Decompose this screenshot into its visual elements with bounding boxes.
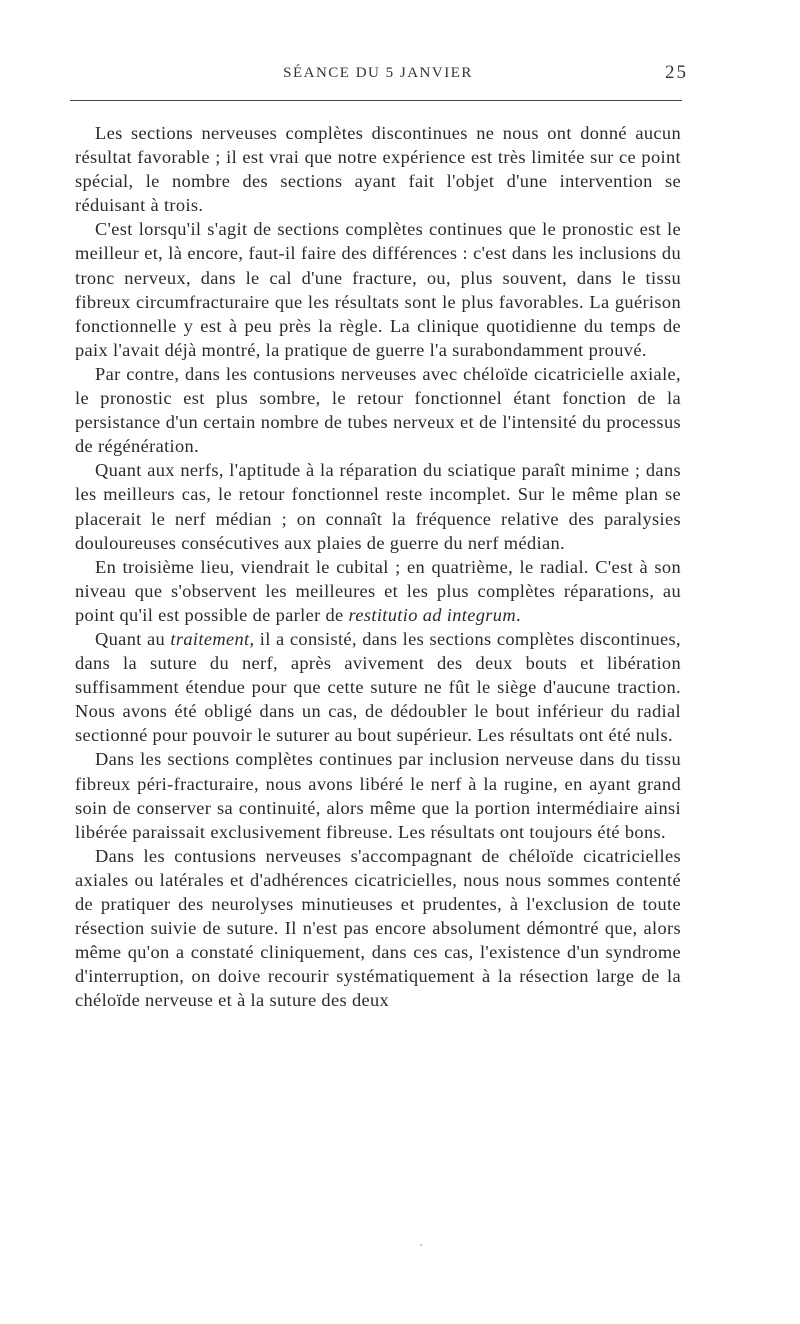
paragraph-4: Quant aux nerfs, l'aptitude à la réparation du sciatique paraît minime ; dans les meilleurs cas, le retour fonctionnel reste incomplet. Sur le même plan se placerait le nerf médian ; on connaît la fréquence relative des paralysies douloureuses consécutives aux plaies de guerre du nerf médian. bbox=[75, 460, 681, 553]
paragraph-1: Les sections nerveuses complètes discontinues ne nous ont donné aucun résultat favorable ; il est vrai que notre expérience est très limitée sur ce point spécial, le nombre des sections ayant fait l'objet d'une intervention se réduisant à trois. bbox=[75, 123, 681, 216]
paragraph-6 bbox=[75, 627, 681, 747]
paragraph-5-italic: restitutio ad integrum bbox=[348, 604, 516, 625]
page-number: 25 bbox=[665, 62, 688, 83]
paragraph-3: Par contre, dans les contusions nerveuses avec chéloïde cicatricielle axiale, le pronostic est plus sombre, le retour fonctionnel étant fonction de la persistance d'un certain nombre de tubes nerveux et de l'intensité du processus de régénération. bbox=[75, 363, 681, 457]
body-text bbox=[75, 121, 681, 1012]
paragraph-6-italic: traitement bbox=[170, 628, 250, 649]
running-head bbox=[68, 62, 688, 86]
paragraph-5-start: En troisième lieu, viendrait le cubital ; en quatrième, le radial. C'est à son niveau que s'observent les meilleures et les plus complètes réparations, au point qu'il est possible de parler de bbox=[75, 556, 681, 625]
paragraph-5 bbox=[75, 555, 681, 627]
header-rule bbox=[70, 100, 682, 101]
paragraph-6-start: Quant au bbox=[95, 628, 171, 649]
paragraph-6-end: , il a consisté, dans les sections complètes discontinues, dans la suture du nerf, après avivement des deux bouts et libération suffisamment étendue pour que cette suture ne fût le siège d'aucune traction. Nous avons été obligé dans un cas, de dédoubler le bout inférieur du radial sectionné pour pouvoir le suturer au bout supérieur. Les résultats ont été nuls. bbox=[75, 628, 681, 746]
paragraph-2: C'est lorsqu'il s'agit de sections complètes continues que le pronostic est le meilleur et, là encore, faut-il faire des différences : c'est dans les inclusions du tronc nerveux, dans le cal d'une fracture, ou, plus souvent, dans le tissu fibreux circumfracturaire que les résultats sont le plus favorables. La guérison fonctionnelle y est à peu près la règle. La clinique quotidienne du temps de paix l'avait déjà montré, la pratique de guerre l'a surabondamment prouvé. bbox=[75, 219, 681, 360]
paragraph-8: Dans les contusions nerveuses s'accompagnant de chéloïde cicatricielles axiales ou latérales et d'adhérences cicatricielles, nous nous sommes contenté de pratiquer des neurolyses minutieuses et prudentes, à l'exclusion de toute résection suivie de suture. Il n'est pas encore absolument démontré que, alors même qu'on a constaté cliniquement, dans ces cas, l'existence d'un syndrome d'interruption, on doive recourir systématiquement à la résection large de la chéloïde nerveuse et à la suture des deux bbox=[75, 845, 681, 1011]
paragraph-5-end: . bbox=[515, 604, 521, 625]
paragraph-7: Dans les sections complètes continues par inclusion nerveuse dans du tissu fibreux péri-fracturaire, nous avons libéré le nerf à la rugine, en ayant grand soin de conserver sa continuité, alors même que la portion intermédiaire ainsi libérée paraissait exclusivement fibreuse. Les résultats ont toujours été bons. bbox=[75, 749, 681, 842]
print-speck bbox=[420, 1244, 422, 1246]
running-title: SÉANCE DU 5 JANVIER bbox=[283, 65, 473, 81]
